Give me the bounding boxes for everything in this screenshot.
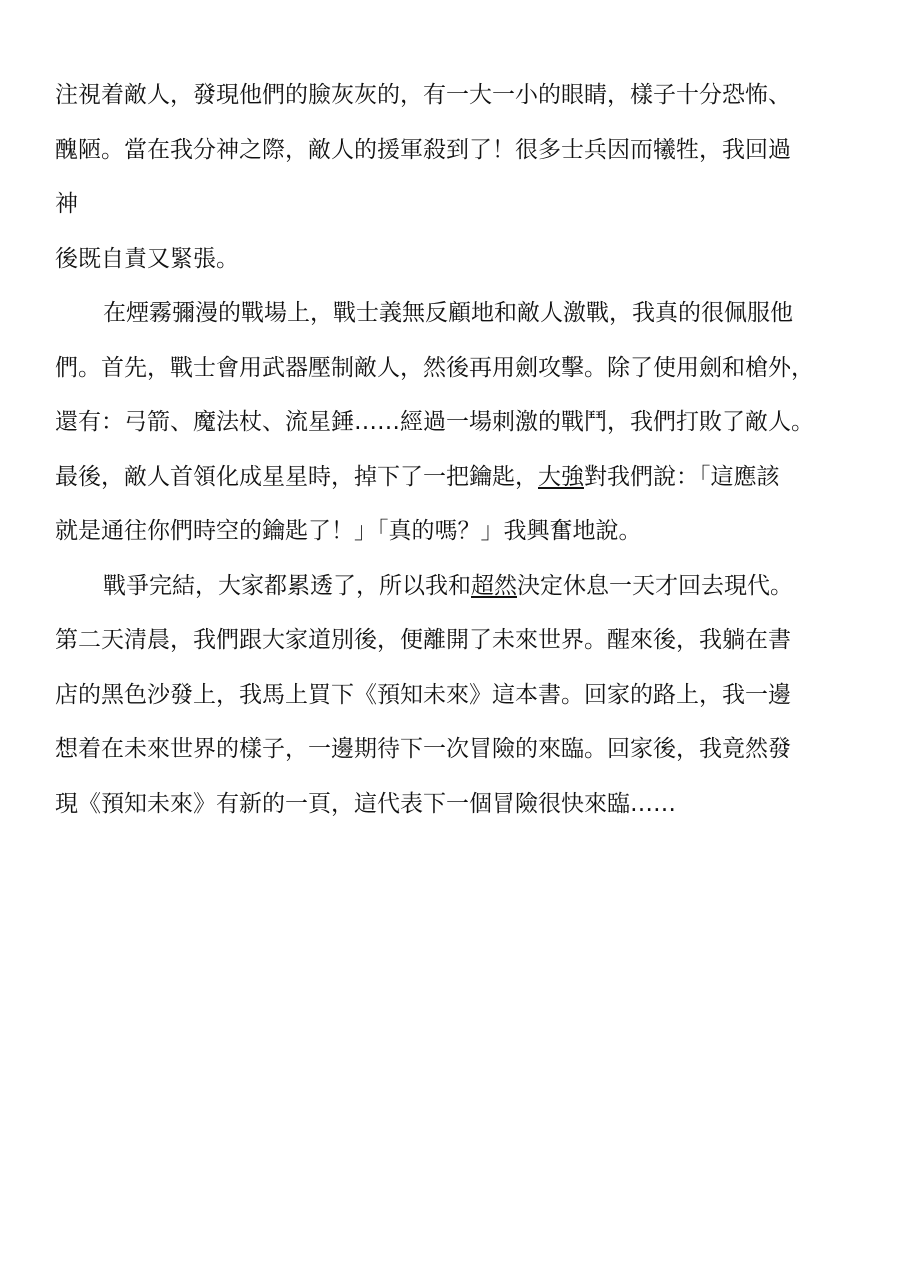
text-line: 現《預知未來》有新的一頁，這代表下一個冒險很快來臨…… [55,790,676,817]
text-line: 想着在未來世界的樣子，一邊期待下一次冒險的來臨。回家後，我竟然發 [55,736,791,762]
character-name-underlined: 大強 [538,463,584,490]
paragraph-3 [55,559,855,832]
text-line-with-name [55,559,855,614]
paragraph-2 [55,286,855,559]
text-line: 們。首先，戰士會用武器壓制敵人，然後再用劍攻擊。除了使用劍和槍外， [55,354,814,381]
text-segment: 最後，敵人首領化成星星時，掉下了一把鑰匙， [55,463,538,490]
text-line-with-name [55,450,855,505]
text-line: 店的黑色沙發上，我馬上買下《預知未來》這本書。回家的路上，我一邊 [55,681,791,708]
text-line: 在煙霧彌漫的戰場上，戰士義無反顧地和敵人激戰，我真的很佩服他 [103,300,793,326]
text-line: 後既自責又緊張。 [55,245,239,272]
text-segment: 對我們說：「這應該 [584,463,780,490]
text-line: 第二天清晨，我們跟大家道別後，便離開了未來世界。醒來後，我躺在書 [55,627,791,653]
text-line: 注視着敵人，發現他們的臉灰灰的，有一大一小的眼睛，樣子十分恐怖、 [55,82,791,108]
text-segment: 戰爭完結，大家都累透了，所以我和 [103,572,471,599]
text-segment: 決定休息一天才回去現代。 [517,572,793,599]
character-name-underlined: 超然 [471,572,517,599]
text-line: 神 [55,191,78,217]
text-line: 醜陋。當在我分神之際，敵人的援軍殺到了！很多士兵因而犧牲，我回過 [55,136,791,163]
text-line: 就是通往你們時空的鑰匙了！」「真的嗎？」我興奮地說。 [55,518,642,544]
story-text [55,68,855,831]
paragraph-1 [55,68,855,286]
text-line: 還有：弓箭、魔法杖、流星錘……經過一場刺激的戰鬥，我們打敗了敵人。 [55,409,814,435]
